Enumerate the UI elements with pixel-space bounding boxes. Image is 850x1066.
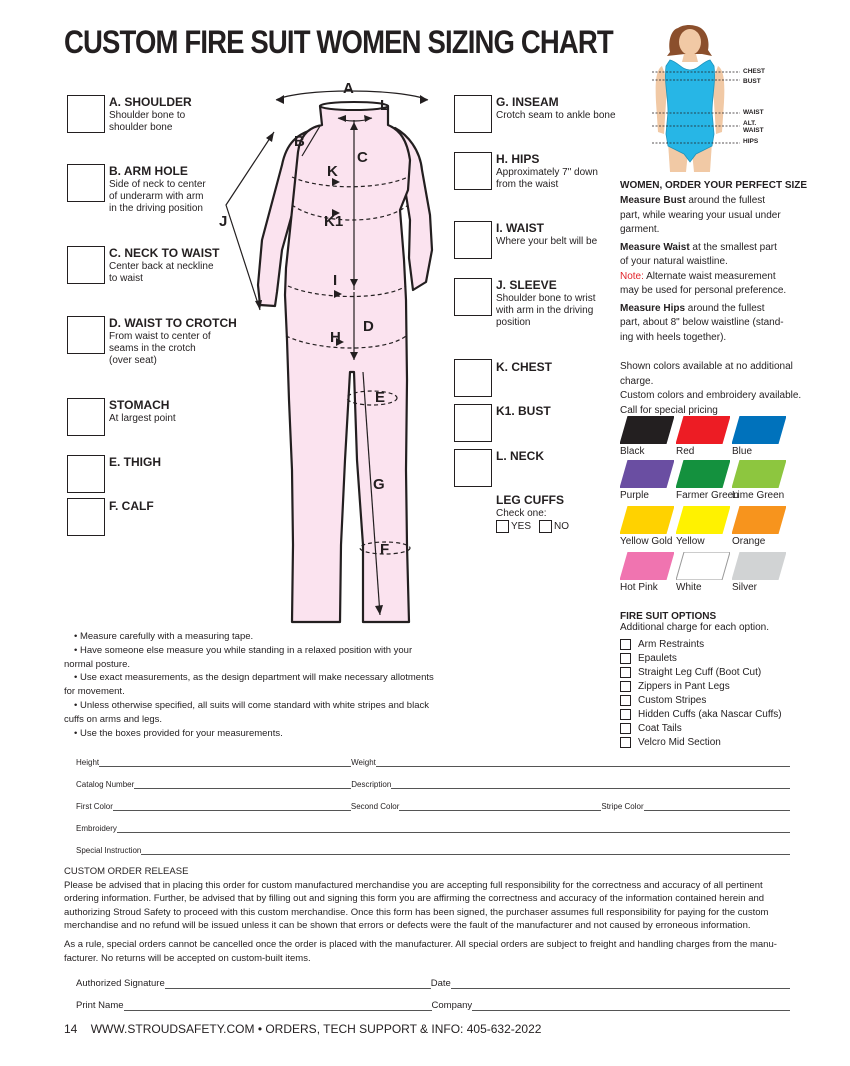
height-field[interactable] — [99, 756, 351, 767]
option-label: Straight Leg Cuff (Boot Cut) — [638, 666, 762, 678]
weight-field[interactable] — [376, 756, 790, 767]
measurement-desc: Shoulder bone to wrist with arm in the driving position — [496, 293, 596, 328]
option-item[interactable] — [620, 721, 782, 735]
mannequin-chest-label: CHEST — [743, 68, 766, 75]
release-paragraph-1: Please be advised that in placing this order for custom manufactured merchandise you are accepting full responsibility for the correctness and accuracy of all pertinent ordering information. Further, be advised that by filling out and signing this form you are affirming the correctness and accuracy of the information contained herein and authorizing Stroud Safety to proceed with this custom merchandise. Once this form has been signed, the purchaser assumes full responsibility for paying for the custom merchandise and no refund will be issued unless it can be shown that errors or defects were the fault of the manufacturer and not caused by erroneous information. — [64, 879, 769, 932]
instruction-item: • Unless otherwise specified, all suits will come standard with white stripes and black cuffs on arms and legs. — [64, 699, 429, 725]
diagram-label-b: B — [294, 133, 305, 150]
option-checkbox[interactable] — [620, 653, 631, 664]
option-checkbox[interactable] — [620, 737, 631, 748]
measurement-box-shoulder[interactable] — [67, 95, 105, 133]
diagram-label-h: H — [330, 329, 341, 346]
form-row-special — [76, 844, 790, 855]
color-swatch-purple[interactable] — [620, 460, 674, 488]
footer-contact: WWW.STROUDSAFETY.COM • ORDERS, TECH SUPPORT & INFO: 405-632-2022 — [90, 1022, 542, 1036]
option-item[interactable] — [620, 665, 782, 679]
leg-cuffs-yes-label: YES — [511, 521, 532, 532]
measurement-box-calf[interactable] — [67, 498, 105, 536]
diagram-label-k1: K1 — [324, 213, 344, 230]
color-name: Lime Green — [732, 490, 785, 501]
date-label: Date — [430, 978, 451, 989]
color-swatch-blue[interactable] — [732, 416, 786, 444]
special-instruction-label: Special Instruction — [76, 846, 142, 855]
option-label: Epaulets — [638, 652, 677, 664]
leg-cuffs-no-label: NO — [554, 521, 570, 532]
color-swatch-yellow[interactable] — [676, 506, 730, 534]
color-name: Orange — [732, 536, 766, 547]
page-title: CUSTOM FIRE SUIT WOMEN SIZING CHART — [64, 24, 613, 60]
stripe-color-field[interactable] — [644, 800, 790, 811]
leg-cuffs-no-checkbox[interactable] — [539, 520, 552, 533]
page-number: 14 — [64, 1022, 78, 1036]
diagram-label-g: G — [373, 476, 385, 493]
option-checkbox[interactable] — [620, 723, 631, 734]
options-subtitle: Additional charge for each option. — [620, 622, 769, 633]
instructions-list — [64, 630, 464, 740]
instruction-item: • Have someone else measure you while standing in a relaxed position with your normal posture. — [64, 644, 413, 670]
print-name-field[interactable] — [124, 1000, 432, 1011]
color-swatch-orange[interactable] — [732, 506, 786, 534]
form-row-catalog — [76, 778, 790, 789]
measurement-desc: Where your belt will be — [496, 236, 598, 247]
mannequin-alt-label: ALT. — [743, 119, 757, 127]
option-checkbox[interactable] — [620, 681, 631, 692]
measurement-box-neck-to-waist[interactable] — [67, 246, 105, 284]
mannequin-image — [640, 22, 740, 172]
print-name-label: Print Name — [76, 1000, 124, 1011]
option-item[interactable] — [620, 693, 782, 707]
measurement-box-sleeve[interactable] — [454, 278, 492, 316]
color-name: White — [676, 582, 702, 593]
measurement-desc: At largest point — [109, 413, 176, 424]
color-name: Yellow — [676, 536, 705, 547]
measurement-label-bust: K1. BUST — [496, 404, 551, 418]
leg-cuffs-title: LEG CUFFS — [496, 493, 564, 507]
color-swatch-hot-pink[interactable] — [620, 552, 674, 580]
release-paragraph-2: As a rule, special orders cannot be cancelled once the order is placed with the manufacturer. All special orders are subject to freight and handling charges from the manu- facturer. No returns will be accepted on custom-built items. — [64, 938, 777, 964]
description-field[interactable] — [391, 778, 790, 789]
measurement-label-inseam: G. INSEAM — [496, 95, 559, 109]
color-swatch-red[interactable] — [676, 416, 730, 444]
print-name-row — [76, 1000, 790, 1011]
diagram-label-a: A — [343, 80, 354, 97]
instruction-item: • Measure carefully with a measuring tape. — [74, 631, 254, 642]
weight-label: Weight — [351, 758, 376, 767]
first-color-label: First Color — [76, 802, 113, 811]
measurement-box-stomach[interactable] — [67, 398, 105, 436]
measurement-label-neck: L. NECK — [496, 449, 544, 463]
height-label: Height — [76, 758, 100, 767]
options-title: FIRE SUIT OPTIONS — [620, 611, 717, 622]
catalog-number-label: Catalog Number — [76, 780, 135, 789]
measurement-desc: Approximately 7" down from the waist — [496, 167, 598, 190]
measurement-label-neck-to-waist: C. NECK TO WAIST — [109, 246, 220, 260]
embroidery-field[interactable] — [117, 822, 790, 833]
color-name: Purple — [620, 490, 649, 501]
instruction-item: • Use the boxes provided for your measurements. — [74, 727, 283, 739]
diagram-label-f: F — [380, 541, 390, 558]
measurement-label-calf: F. CALF — [109, 499, 154, 513]
option-label: Arm Restraints — [638, 638, 705, 650]
measurement-label-shoulder: A. SHOULDER — [109, 95, 192, 109]
mannequin-waist-label: WAIST — [743, 109, 764, 116]
form-row-colors — [76, 800, 790, 811]
measurement-box-chest[interactable] — [454, 359, 492, 397]
fire-suit-diagram — [210, 78, 450, 630]
mannequin-alt-waist-label: WAIST — [743, 127, 764, 134]
leg-cuffs-subtitle: Check one: — [496, 508, 547, 519]
measurement-box-bust[interactable] — [454, 404, 492, 442]
second-color-field[interactable] — [399, 800, 601, 811]
measurement-box-waist-to-crotch[interactable] — [67, 316, 105, 354]
measurement-desc: Shoulder bone to shoulder bone — [109, 110, 186, 133]
option-item[interactable] — [620, 735, 782, 749]
color-swatch-lime-green[interactable] — [732, 460, 786, 488]
option-item[interactable] — [620, 651, 782, 665]
diagram-label-i: I — [333, 272, 338, 289]
measurement-desc: From waist to center of seams in the crotch (over seat) — [109, 331, 211, 366]
measurement-box-hips[interactable] — [454, 152, 492, 190]
release-title: CUSTOM ORDER RELEASE — [64, 866, 189, 877]
measurement-box-inseam[interactable] — [454, 95, 492, 133]
color-swatch-silver[interactable] — [732, 552, 786, 580]
mannequin-bust-label: BUST — [743, 77, 761, 85]
options-list — [620, 637, 782, 749]
option-label: Coat Tails — [638, 722, 682, 734]
mannequin-labels — [743, 68, 765, 145]
color-name: Silver — [732, 582, 758, 593]
company-label: Company — [431, 1000, 473, 1011]
description-label: Description — [351, 780, 392, 789]
color-name: Hot Pink — [620, 582, 658, 593]
color-name: Black — [620, 446, 645, 457]
color-name: Blue — [732, 446, 753, 457]
measurement-desc: Crotch seam to ankle bone — [496, 110, 616, 121]
company-field[interactable] — [472, 1000, 790, 1011]
color-name: Farmer Green — [676, 490, 739, 501]
authorized-signature-label: Authorized Signature — [76, 978, 165, 989]
custom-order-release — [64, 865, 794, 965]
color-swatch-farmer-green[interactable] — [676, 460, 730, 488]
stripe-color-label: Stripe Color — [601, 802, 644, 811]
mannequin-hips-label: HIPS — [743, 137, 759, 145]
measurement-box-neck[interactable] — [454, 449, 492, 487]
option-label: Custom Stripes — [638, 694, 707, 706]
special-instruction-field[interactable] — [141, 844, 790, 855]
signature-row — [76, 978, 790, 989]
measurement-label-thigh: E. THIGH — [109, 455, 162, 469]
color-name: Red — [676, 446, 695, 457]
measurement-label-chest: K. CHEST — [496, 360, 553, 374]
option-label: Velcro Mid Section — [638, 736, 721, 748]
option-label: Hidden Cuffs (aka Nascar Cuffs) — [638, 708, 782, 720]
form-row-embroidery — [76, 822, 790, 833]
measurement-label-arm-hole: B. ARM HOLE — [109, 164, 188, 178]
diagram-label-l: L — [380, 97, 390, 114]
measurement-box-waist[interactable] — [454, 221, 492, 259]
form-row-height-weight — [76, 756, 790, 767]
option-checkbox[interactable] — [620, 709, 631, 720]
order-instructions: Measure Bust around the fullest part, while wearing your usual under garment. Measure Waist at the smallest part of your natural waistline. Note: Alternate waist measurement may be used for personal preference. Measure Hips around the fullest part, about 8" below waistline (stand- ing with heels together). Shown colors available at no additional charge. Custom colors and embroidery available. Call for special pricing — [620, 195, 802, 416]
page-footer — [64, 1022, 541, 1036]
option-item[interactable] — [620, 637, 782, 651]
measurement-label-waist-to-crotch: D. WAIST TO CROTCH — [109, 316, 237, 330]
color-name: Yellow Gold — [620, 536, 673, 547]
option-checkbox[interactable] — [620, 667, 631, 678]
color-swatch-white[interactable] — [676, 552, 730, 580]
diagram-label-d: D — [363, 318, 374, 335]
option-label: Zippers in Pant Legs — [638, 680, 730, 692]
diagram-label-e: E — [375, 389, 386, 406]
diagram-label-c: C — [357, 149, 368, 166]
embroidery-label: Embroidery — [76, 824, 117, 833]
option-item[interactable] — [620, 679, 782, 693]
measurement-box-thigh[interactable] — [67, 455, 105, 493]
measurement-box-arm-hole[interactable] — [67, 164, 105, 202]
date-field[interactable] — [451, 978, 790, 989]
option-item[interactable] — [620, 707, 782, 721]
authorized-signature-field[interactable] — [165, 978, 431, 989]
option-checkbox[interactable] — [620, 639, 631, 650]
color-swatch-black[interactable] — [620, 416, 674, 444]
leg-cuffs-options — [496, 520, 569, 533]
diagram-label-j: J — [219, 213, 228, 230]
catalog-number-field[interactable] — [134, 778, 351, 789]
instruction-item: • Use exact measurements, as the design department will make necessary allotments for movement. — [64, 672, 434, 698]
measurement-label-hips: H. HIPS — [496, 152, 540, 166]
leg-cuffs-yes-checkbox[interactable] — [496, 520, 509, 533]
color-swatch-yellow-gold[interactable] — [620, 506, 674, 534]
measurement-desc: Center back at neckline to waist — [109, 261, 214, 284]
measurement-label-sleeve: J. SLEEVE — [496, 278, 557, 292]
measurement-desc: Side of neck to center of underarm with arm in the driving position — [109, 179, 206, 214]
order-title: WOMEN, ORDER YOUR PERFECT SIZE — [620, 180, 808, 191]
measurement-label-stomach: STOMACH — [109, 398, 170, 412]
diagram-label-k: K — [327, 163, 338, 180]
measurement-label-waist: I. WAIST — [496, 221, 544, 235]
first-color-field[interactable] — [113, 800, 351, 811]
option-checkbox[interactable] — [620, 695, 631, 706]
second-color-label: Second Color — [350, 802, 400, 811]
